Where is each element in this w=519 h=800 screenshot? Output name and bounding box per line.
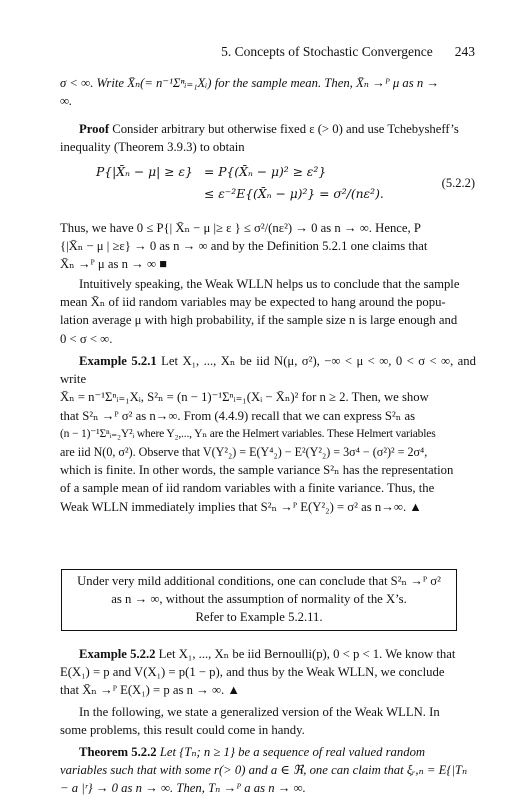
equation-rhs-1: = P{(X̄ₙ − μ)² ≥ ε²} (204, 165, 327, 179)
text-line: are iid N(0, σ²). Observe that V(Y²₂) = E(Y⁴₂) − E²(Y²₂) = 3σ⁴ − (σ²)² = 2σ⁴, (60, 445, 428, 460)
text-line: lation average μ with high probability, if the sample size n is large enough and (60, 313, 458, 328)
text-line: σ < ∞. Write X̄ₙ(= n⁻¹Σⁿᵢ₌₁Xᵢ) for the sample mean. Then, X̄ₙ →ᴾ μ as n → (60, 76, 440, 90)
generalized-paragraph (60, 703, 476, 739)
running-header (221, 44, 475, 60)
chapter-title: 5. Concepts of Stochastic Convergence (221, 44, 433, 59)
example-label: Example 5.2.2 (79, 647, 156, 661)
text-line: 0 < σ < ∞. (60, 331, 113, 346)
text-line: Let {Tₙ; n ≥ 1} be a sequence of real valued random (156, 745, 426, 759)
text-line: Under very mild additional conditions, one can conclude that S²ₙ →ᴾ σ² (77, 574, 441, 588)
text-line: X̄ₙ = n⁻¹Σⁿᵢ₌₁Xᵢ, S²ₙ = (n − 1)⁻¹Σⁿᵢ₌₁(Xᵢ − X̄ₙ)² for n ≥ 2. Then, we show (60, 390, 429, 405)
example-label: Example 5.2.1 (79, 354, 157, 368)
text-line: ∞. (60, 94, 73, 109)
page-number: 243 (454, 44, 475, 59)
display-equation (96, 165, 436, 209)
text-line: some problems, this result could come in handy. (60, 723, 305, 738)
example-5-2-2 (60, 645, 476, 700)
text-line: − a |ʳ} → 0 as n → ∞. Then, Tₙ →ᴾ a as n → ∞. (60, 781, 306, 796)
text-line: Refer to Example 5.2.11. (195, 610, 323, 624)
theorem-continuation (60, 74, 476, 110)
thus-paragraph (60, 219, 476, 274)
text-line: In the following, we state a generalized version of the Weak WLLN. In (79, 705, 440, 719)
text-line: Weak WLLN immediately implies that S²ₙ →ᴾ E(Y²₂) = σ² as n→∞. ▲ (60, 499, 422, 514)
text-line: Intuitively speaking, the Weak WLLN helps us to conclude that the sample (79, 277, 460, 291)
equation-number: (5.2.2) (441, 176, 475, 190)
text-line: of a sample mean of iid random variables with a finite variance. Thus, the (60, 481, 435, 496)
proof-paragraph-line2 (60, 138, 476, 156)
text-line: Let X₁, ..., Xₙ be iid Bernoulli(p), 0 < p < 1. We know that (155, 647, 456, 661)
text-line: that S²ₙ →ᴾ σ² as n→∞. From (4.4.9) recall that we can express S²ₙ as (60, 408, 416, 423)
text-line: inequality (Theorem 3.9.3) to obtain (60, 140, 245, 154)
text-line: X̄ₙ →ᴾ μ as n → ∞ ■ (60, 257, 167, 272)
text-line: which is finite. In other words, the sample variance S²ₙ has the representation (60, 463, 454, 478)
text-line: variables such that with some r(> 0) and a ∈ ℜ, one can claim that ξᵣ,ₙ = E{|Tₙ (60, 763, 468, 778)
remark-box (61, 569, 457, 631)
theorem-label: Theorem 5.2.2 (79, 745, 157, 759)
text-line: E(X₁) = p and V(X₁) = p(1 − p), and thus by the Weak WLLN, we conclude (60, 665, 445, 680)
equation-lhs: P{|X̄ₙ − μ| ≥ ε} (96, 165, 193, 179)
theorem-5-2-2 (60, 743, 476, 798)
text-line: Let X₁, ..., Xₙ be iid N(μ, σ²), −∞ < μ < ∞, 0 < σ < ∞, and write (60, 354, 476, 387)
proof-paragraph (60, 120, 476, 138)
text-line: {|X̄ₙ − μ | ≥ε} → 0 as n → ∞ and by the Definition 5.2.1 one claims that (60, 239, 428, 254)
example-5-2-1 (60, 352, 476, 516)
text-line: Thus, we have 0 ≤ P{| X̄ₙ − μ |≥ ε } ≤ σ²/(nε²) → 0 as n → ∞. Hence, P (60, 221, 421, 235)
text-line: Consider arbitrary but otherwise fixed ε (> 0) and use Tchebysheff’s (109, 122, 459, 136)
text-line: (n − 1)⁻¹Σⁿᵢ₌₂Y²ᵢ where Y₂,..., Yₙ are the Helmert variables. These Helmert variables (60, 426, 436, 440)
proof-label: Proof (79, 122, 110, 136)
text-line: mean X̄ₙ of iid random variables may be expected to hang around the popu- (60, 295, 446, 310)
equation-rhs-2: ≤ ε⁻²E{(X̄ₙ − μ)²} = σ²/(nε²). (204, 187, 384, 201)
text-line: that X̄ₙ →ᴾ E(X₁) = p as n → ∞. ▲ (60, 683, 240, 698)
intuition-paragraph (60, 275, 476, 348)
text-line: as n → ∞, without the assumption of normality of the X’s. (111, 592, 407, 606)
